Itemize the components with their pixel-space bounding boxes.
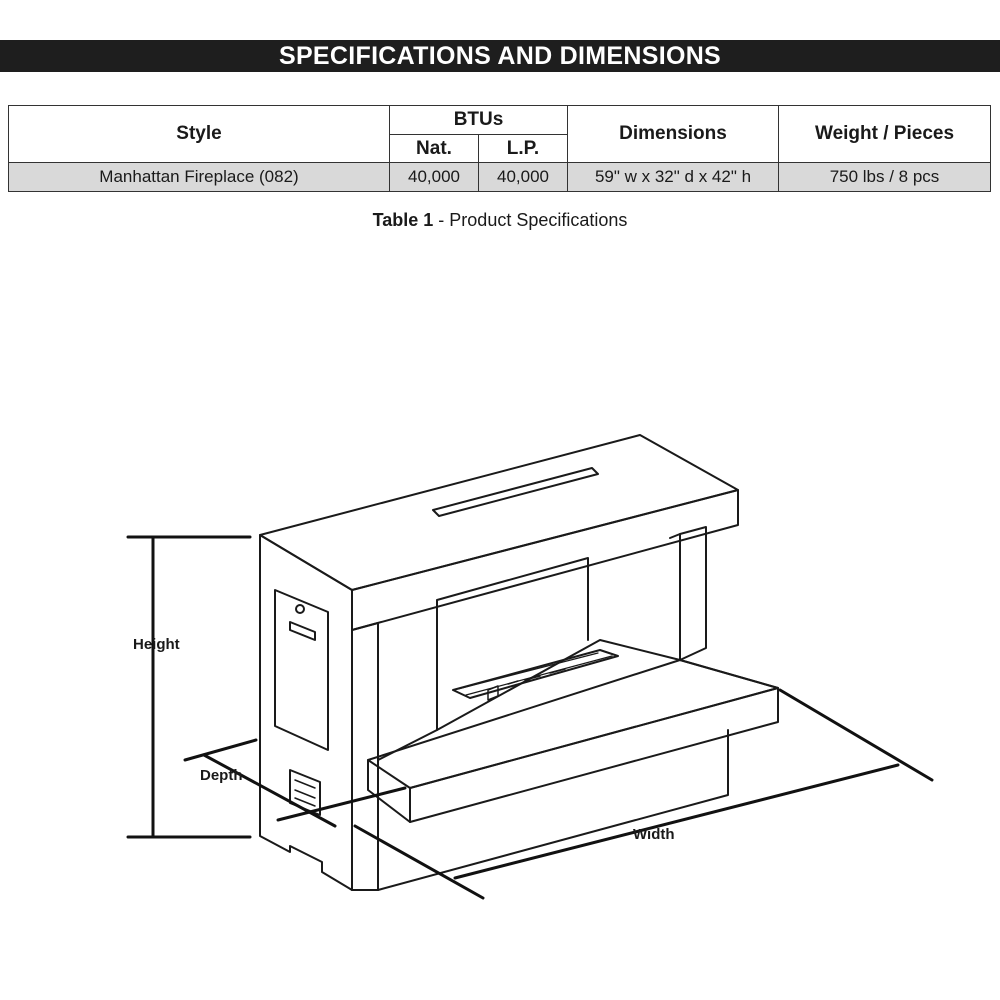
burner-tray [453,650,618,698]
cell-dimensions: 59" w x 32" d x 42" h [568,163,779,192]
width-extension-left [355,826,483,898]
width-dimension-line [455,765,898,878]
cell-style: Manhattan Fireplace (082) [9,163,390,192]
access-panel [275,590,328,750]
header-btus: BTUs [390,106,568,135]
left-pier-front [352,623,378,890]
header-dimensions: Dimensions [568,106,779,163]
width-extension-right [780,690,932,780]
cell-nat: 40,000 [390,163,479,192]
panel-key-hole [296,605,304,613]
ledge-front [410,688,778,822]
caption-text: - Product Specifications [433,210,628,230]
back-wall [437,558,588,730]
depth-dimension-line [204,755,335,826]
header-style: Style [9,106,390,163]
cell-lp: 40,000 [479,163,568,192]
header-weight: Weight / Pieces [779,106,991,163]
depth-label: Depth [200,767,243,784]
ledge-top [368,660,778,788]
header-lp: L.P. [479,135,568,163]
depth-extension-back [185,740,256,760]
height-label: Height [133,636,180,653]
section-title: SPECIFICATIONS AND DIMENSIONS [0,40,1000,72]
caption-label: Table 1 [372,210,434,230]
top-slab-top [260,435,738,590]
top-slot [433,468,598,516]
width-label: Width [633,826,675,843]
right-post [680,527,706,660]
base-front [378,730,728,890]
header-nat: Nat. [390,135,479,163]
cell-weight: 750 lbs / 8 pcs [779,163,991,192]
access-handle [290,622,315,640]
left-pier-side [260,535,352,890]
